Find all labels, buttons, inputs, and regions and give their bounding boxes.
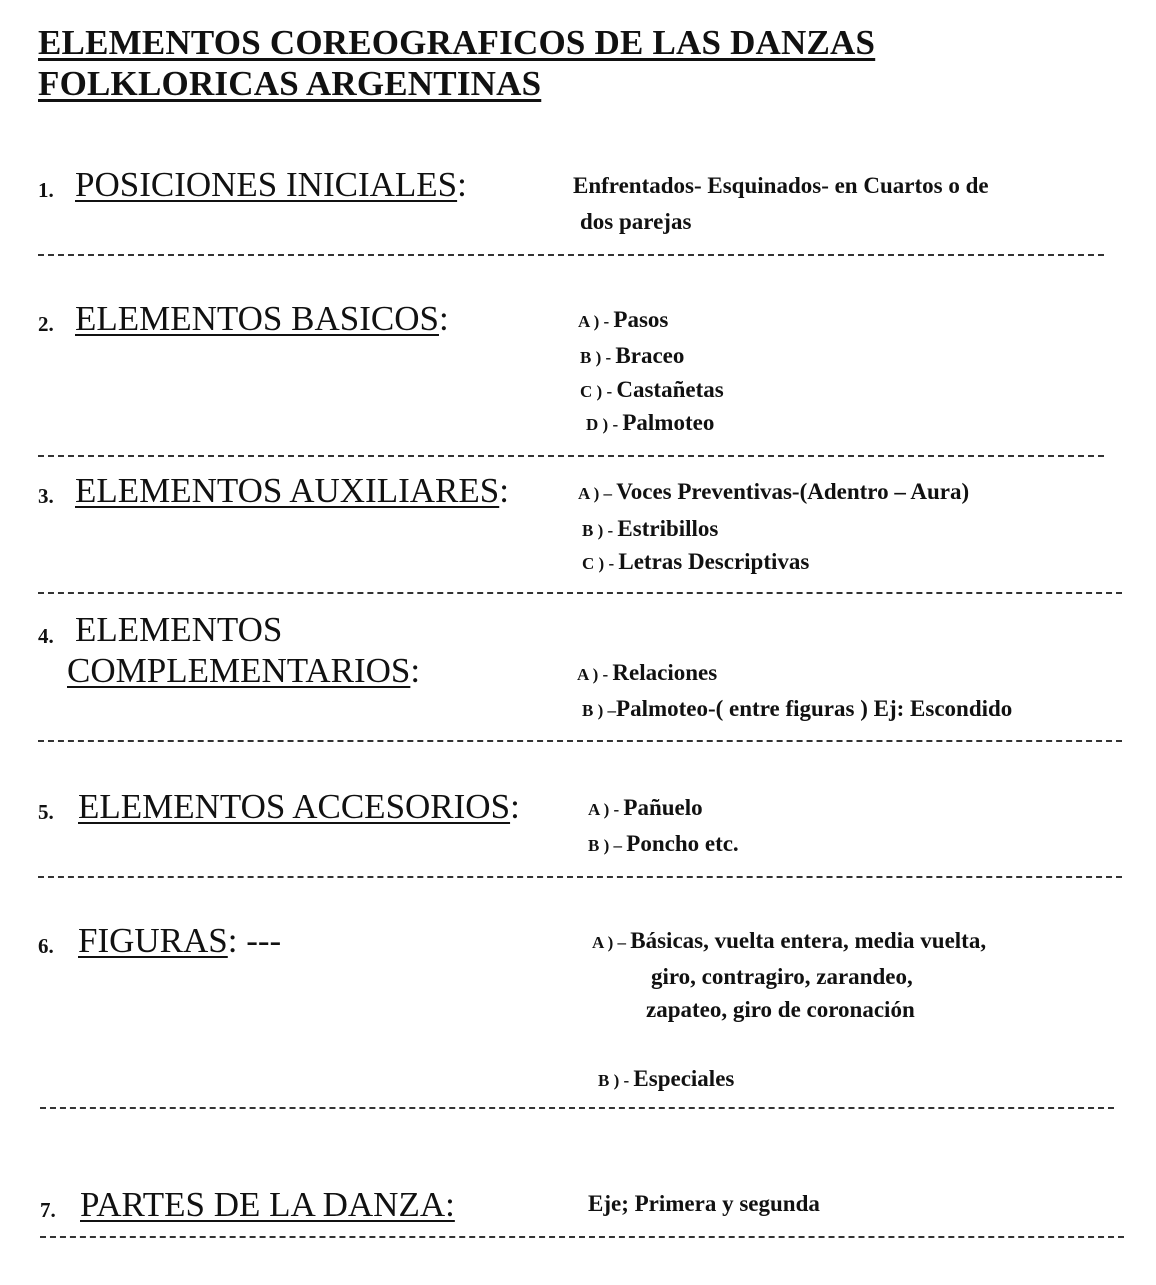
section-6-heading-suffix: : --- [227,921,282,960]
section-5-item-b [588,827,739,863]
item-text: Palmoteo-( entre figuras ) Ej: Escondido [616,696,1013,721]
section-2-heading-text: ELEMENTOS BASICOS [75,299,439,338]
item-separator: ) - [592,382,617,401]
section-6-number: 6. [38,934,54,958]
item-letter: A [592,933,604,952]
item-letter: B [598,1071,610,1090]
section-3-heading [75,471,509,511]
divider [38,254,1104,256]
divider [38,592,1122,594]
divider [38,455,1104,457]
section-6-item-b [598,1062,734,1098]
item-separator: ) - [593,521,618,540]
section-2-item-b [580,339,684,375]
document-title [38,22,875,104]
section-5-number: 5. [38,800,54,824]
section-5-item-a [588,791,703,827]
item-text: Relaciones [612,660,718,685]
section-6-item-a [592,924,986,960]
section-7-number: 7. [40,1198,56,1222]
item-letter: C [580,382,593,401]
section-3-number: 3. [38,484,54,508]
title-line-1: ELEMENTOS COREOGRAFICOS DE LAS DANZAS [38,23,876,62]
section-4-number: 4. [38,624,54,648]
item-text: Poncho etc. [626,831,739,856]
section-4-heading-suffix: : [410,651,421,690]
section-4-item-a [577,656,717,692]
divider [38,876,1122,878]
item-text: Letras Descriptivas [618,549,810,574]
section-1-value-line-2: dos parejas [580,209,692,234]
section-1-heading-text: POSICIONES INICIALES [75,165,458,204]
section-5-heading-suffix: : [510,787,520,826]
item-separator: ) – [599,836,627,855]
item-letter: A [588,800,600,819]
divider [40,1236,1124,1238]
item-separator: ) – [593,701,617,720]
section-2-item-c [580,373,724,409]
item-separator: ) - [609,1071,634,1090]
section-6-continuation-2: zapateo, giro de coronación [646,997,915,1022]
section-4-heading-line-2 [67,651,420,691]
section-6-heading [78,921,281,961]
section-4-heading-line-1 [75,610,282,650]
item-letter: B [582,701,594,720]
item-separator: ) - [598,415,623,434]
section-5-heading-text: ELEMENTOS ACCESORIOS [78,787,511,826]
section-7-heading [80,1185,455,1225]
item-letter: B [588,836,600,855]
item-letter: D [586,415,599,434]
section-3-heading-suffix: : [499,471,509,510]
section-3-heading-text: ELEMENTOS AUXILIARES [75,471,500,510]
section-2-item-a [578,303,668,339]
item-text: Básicas, vuelta entera, media vuelta, [630,928,987,953]
item-letter: A [577,665,589,684]
section-6-heading-text: FIGURAS [78,921,228,960]
item-separator: ) – [589,484,617,503]
item-separator: ) - [588,665,613,684]
item-separator: ) – [603,933,631,952]
section-4-item-b [582,692,1012,728]
section-1-number: 1. [38,178,54,202]
section-5-heading [78,787,520,827]
section-3-item-b [582,512,718,548]
item-letter: A [578,312,590,331]
item-letter: A [578,484,590,503]
section-7-heading-text: PARTES DE LA DANZA: [80,1185,455,1224]
item-text: Voces Preventivas-(Adentro – Aura) [616,479,970,504]
item-separator: ) - [589,312,614,331]
section-2-number: 2. [38,312,54,336]
section-2-item-d [586,406,714,442]
item-text: Pasos [613,307,669,332]
divider [40,1107,1114,1109]
title-line-2: FOLKLORICAS ARGENTINAS [38,64,542,103]
item-letter: B [582,521,594,540]
item-separator: ) - [599,800,624,819]
section-3-item-a [578,475,969,511]
section-2-heading-suffix: : [438,299,449,338]
divider [38,740,1122,742]
section-7-value: Eje; Primera y segunda [588,1191,820,1216]
item-letter: B [580,348,592,367]
section-4-heading-text-1: ELEMENTOS [75,610,283,649]
item-text: Palmoteo [622,410,715,435]
item-letter: C [582,554,595,573]
item-text: Braceo [615,343,685,368]
section-2-heading [75,299,449,339]
item-text: Castañetas [616,377,724,402]
item-text: Especiales [633,1066,735,1091]
item-separator: ) - [594,554,619,573]
section-1-heading-suffix: : [457,165,467,204]
item-text: Pañuelo [623,795,703,820]
section-1-value-line-1: Enfrentados- Esquinados- en Cuartos o de [573,173,989,198]
section-1-heading [75,165,467,205]
item-separator: ) - [591,348,616,367]
section-4-heading-text-2: COMPLEMENTARIOS [67,651,411,690]
section-3-item-c [582,545,809,581]
section-6-continuation-1: giro, contragiro, zarandeo, [651,964,913,989]
item-text: Estribillos [617,516,719,541]
